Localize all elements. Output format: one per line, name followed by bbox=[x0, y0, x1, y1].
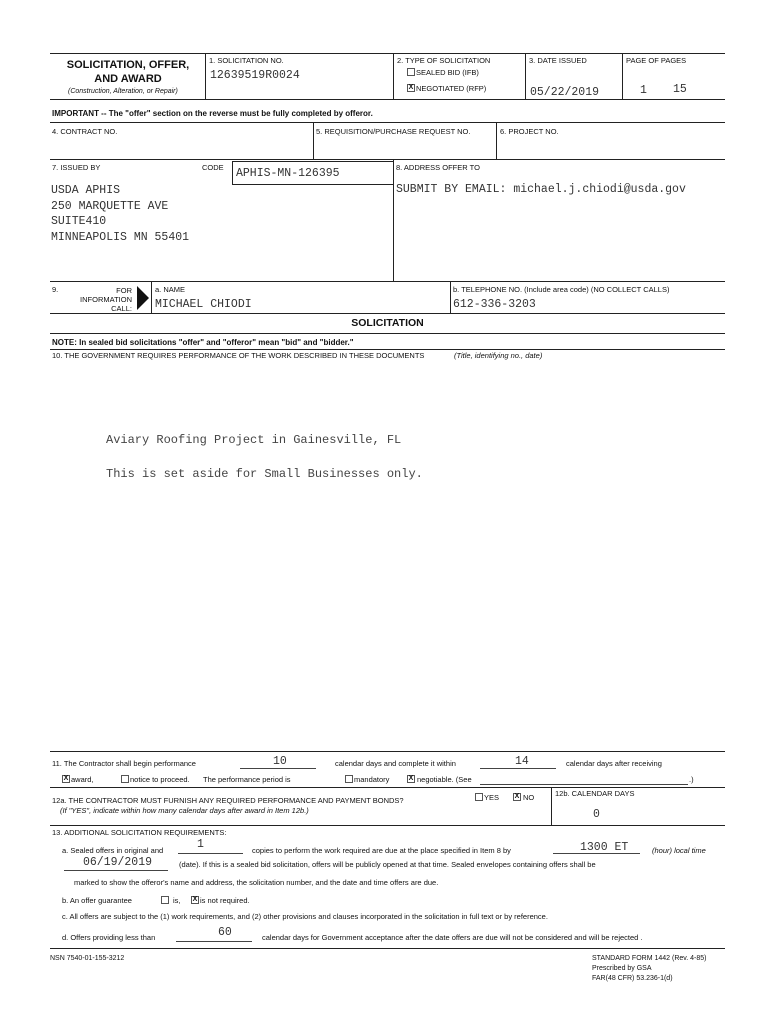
item12a-label: 12a. THE CONTRACTOR MUST FURNISH ANY REQUIRED PERFORMANCE AND PAYMENT BONDS? bbox=[52, 796, 404, 805]
item12a-sublabel: (If "YES", indicate within how many calendar days after award in Item 12b.) bbox=[60, 806, 309, 815]
issued-by-address bbox=[51, 183, 189, 245]
divider bbox=[622, 53, 623, 99]
row4-top-rule bbox=[50, 122, 725, 123]
requisition-label: 5. REQUISITION/PURCHASE REQUEST NO. bbox=[316, 127, 471, 136]
item10-sublabel: (Title, identifying no., date) bbox=[454, 351, 543, 360]
divider bbox=[393, 159, 394, 281]
calendar-days-field[interactable]: 0 bbox=[593, 808, 600, 821]
offers-less-than-label: d. Offers providing less than bbox=[62, 933, 156, 942]
copies-text: copies to perform the work required are due at the place specified in Item 8 by bbox=[252, 846, 511, 855]
standard-form-number: STANDARD FORM 1442 (Rev. 4-85) bbox=[592, 955, 707, 962]
form-subtitle: (Construction, Alteration, or Repair) bbox=[68, 88, 178, 95]
address-offer-field[interactable]: SUBMIT BY EMAIL: michael.j.chiodi@usda.gov bbox=[396, 183, 686, 196]
marked-text: marked to show the offeror's name and address, the solicitation number, and the date and time offers are due. bbox=[74, 878, 439, 887]
complete-days-field[interactable]: 14 bbox=[515, 755, 529, 768]
work-requirements-text: c. All offers are subject to the (1) work requirements, and (2) other provisions and clauses incorporated in the solicitation in full text or by reference. bbox=[62, 912, 548, 921]
divider bbox=[496, 122, 497, 159]
contact-name-field[interactable]: MICHAEL CHIODI bbox=[155, 298, 252, 311]
project-title-text: Aviary Roofing Project in Gainesville, FL bbox=[106, 433, 402, 447]
address-line: SUITE410 bbox=[51, 215, 107, 228]
guarantee-is-label: is, bbox=[173, 896, 181, 905]
due-date-underline bbox=[64, 870, 168, 871]
award-label: award, bbox=[71, 775, 94, 784]
item11-mid-text: calendar days and complete it within bbox=[335, 759, 456, 768]
item9-number: 9. bbox=[52, 285, 59, 294]
nsn-number: NSN 7540-01-155-3212 bbox=[50, 955, 125, 962]
solicitation-no-field[interactable]: 12639519R0024 bbox=[210, 69, 300, 82]
address-line: USDA APHIS bbox=[51, 184, 121, 197]
phone-label: b. TELEPHONE NO. (Include area code) (NO COLLECT CALLS) bbox=[453, 285, 670, 294]
notice-to-proceed-checkbox[interactable] bbox=[121, 775, 129, 783]
page-number: 1 bbox=[640, 84, 647, 97]
solicitation-heading: SOLICITATION bbox=[351, 317, 424, 329]
item11-close-text: .) bbox=[689, 775, 694, 784]
solicitation-rule bbox=[50, 333, 725, 334]
header-bottom-rule bbox=[50, 99, 725, 100]
due-date-field[interactable]: 06/19/2019 bbox=[83, 856, 153, 869]
address-offer-label: 8. ADDRESS OFFER TO bbox=[396, 163, 480, 172]
sealed-bid-checkbox[interactable] bbox=[407, 68, 415, 76]
guarantee-is-checkbox[interactable] bbox=[161, 896, 169, 904]
divider bbox=[393, 53, 394, 99]
phone-field[interactable]: 612-336-3203 bbox=[453, 298, 536, 311]
begin-days-underline bbox=[240, 768, 316, 769]
acceptance-days-underline bbox=[176, 941, 252, 942]
bonds-no-label: NO bbox=[523, 793, 535, 802]
divider bbox=[525, 53, 526, 99]
begin-days-field[interactable]: 10 bbox=[273, 755, 287, 768]
row4-bottom-rule bbox=[50, 159, 725, 160]
code-label: CODE bbox=[202, 163, 224, 172]
row9-bottom-rule bbox=[50, 313, 725, 314]
negotiated-checkbox[interactable]: X bbox=[408, 84, 414, 91]
name-label: a. NAME bbox=[155, 285, 186, 294]
divider bbox=[551, 787, 552, 825]
hour-label: (hour) local time bbox=[652, 846, 706, 855]
hour-underline bbox=[553, 853, 640, 854]
due-date-text: (date). If this is a sealed bid solicitation, offers will be publicly opened at that time. Sealed envelopes containing offers shall be bbox=[179, 860, 596, 869]
page-of-pages-label: PAGE OF PAGES bbox=[626, 56, 687, 65]
contract-no-label: 4. CONTRACT NO. bbox=[52, 127, 118, 136]
notice-to-proceed-label: notice to proceed. bbox=[130, 775, 190, 784]
hour-field[interactable]: 1300 ET bbox=[580, 841, 629, 854]
guarantee-not-required-label: is not required. bbox=[200, 896, 250, 905]
set-aside-text: This is set aside for Small Businesses only. bbox=[106, 467, 423, 481]
sealed-bid-label: SEALED BID (IFB) bbox=[416, 68, 479, 77]
mandatory-label: mandatory bbox=[354, 775, 390, 784]
issued-by-label: 7. ISSUED BY bbox=[52, 163, 101, 172]
header-top-rule bbox=[50, 53, 725, 54]
item13-label: 13. ADDITIONAL SOLICITATION REQUIREMENTS: bbox=[52, 828, 227, 837]
see-reference-underline bbox=[480, 784, 688, 785]
item12-top-rule bbox=[50, 787, 725, 788]
standard-form-info bbox=[592, 954, 707, 984]
item13-top-rule bbox=[50, 825, 725, 826]
item11-top-rule bbox=[50, 751, 725, 752]
item12b-label: 12b. CALENDAR DAYS bbox=[555, 789, 635, 798]
copies-underline bbox=[178, 853, 243, 854]
negotiated-label: NEGOTIATED (RFP) bbox=[416, 84, 487, 93]
performance-period-label: The performance period is bbox=[203, 775, 291, 784]
call-label: CALL: bbox=[111, 304, 132, 313]
solicitation-no-label: 1. SOLICITATION NO. bbox=[209, 56, 284, 65]
acceptance-days-field[interactable]: 60 bbox=[218, 926, 232, 939]
code-field[interactable]: APHIS-MN-126395 bbox=[236, 167, 340, 180]
arrow-right-icon bbox=[136, 285, 150, 311]
for-information-call bbox=[72, 286, 132, 313]
award-checkbox[interactable]: X bbox=[63, 775, 69, 782]
acceptance-text: calendar days for Government acceptance after the date offers are due will not be considered and will be rejected . bbox=[262, 933, 643, 942]
form-title-line1: SOLICITATION, OFFER, bbox=[66, 59, 190, 71]
date-issued-label: 3. DATE ISSUED bbox=[529, 56, 587, 65]
sealed-offers-label: a. Sealed offers in original and bbox=[62, 846, 164, 855]
offer-guarantee-label: b. An offer guarantee bbox=[62, 896, 132, 905]
information-label: INFORMATION bbox=[80, 295, 132, 304]
important-notice: IMPORTANT -- The "offer" section on the reverse must be fully completed by offeror. bbox=[52, 109, 373, 118]
date-issued-field[interactable]: 05/22/2019 bbox=[530, 86, 600, 99]
copies-field[interactable]: 1 bbox=[197, 838, 204, 851]
item10-label: 10. THE GOVERNMENT REQUIRES PERFORMANCE OF THE WORK DESCRIBED IN THESE DOCUMENTS bbox=[52, 351, 425, 360]
item11-end-text: calendar days after receiving bbox=[566, 759, 662, 768]
negotiable-checkbox[interactable]: X bbox=[408, 775, 414, 782]
address-line: 250 MARQUETTE AVE bbox=[51, 199, 169, 213]
negotiable-label: negotiable. (See bbox=[417, 775, 472, 784]
footer-rule bbox=[50, 948, 725, 949]
form-title bbox=[58, 58, 198, 86]
prescribed-by: Prescribed by GSA bbox=[592, 965, 652, 972]
address-line: MINNEAPOLIS MN 55401 bbox=[51, 230, 190, 244]
complete-days-underline bbox=[480, 768, 556, 769]
divider bbox=[151, 281, 152, 313]
divider bbox=[205, 53, 206, 99]
type-of-solicitation-label: 2. TYPE OF SOLICITATION bbox=[397, 56, 491, 65]
divider bbox=[313, 122, 314, 159]
divider bbox=[450, 281, 451, 313]
bonds-no-checkbox[interactable]: X bbox=[514, 793, 520, 800]
mandatory-checkbox[interactable] bbox=[345, 775, 353, 783]
item11-label: 11. The Contractor shall begin performance bbox=[52, 759, 196, 768]
bonds-yes-label: YES bbox=[484, 793, 500, 802]
far-reference: FAR(48 CFR) 53.236-1(d) bbox=[592, 975, 673, 982]
total-pages: 15 bbox=[673, 83, 687, 96]
form-title-line2: AND AWARD bbox=[94, 73, 162, 85]
note-rule bbox=[50, 349, 725, 350]
for-label: FOR bbox=[116, 286, 132, 295]
sealed-bid-note: NOTE: In sealed bid solicitations "offer" and "offeror" mean "bid" and "bidder." bbox=[52, 338, 354, 347]
project-no-label: 6. PROJECT NO. bbox=[500, 127, 559, 136]
guarantee-not-required-checkbox[interactable]: X bbox=[192, 896, 198, 903]
bonds-yes-checkbox[interactable] bbox=[475, 793, 483, 801]
